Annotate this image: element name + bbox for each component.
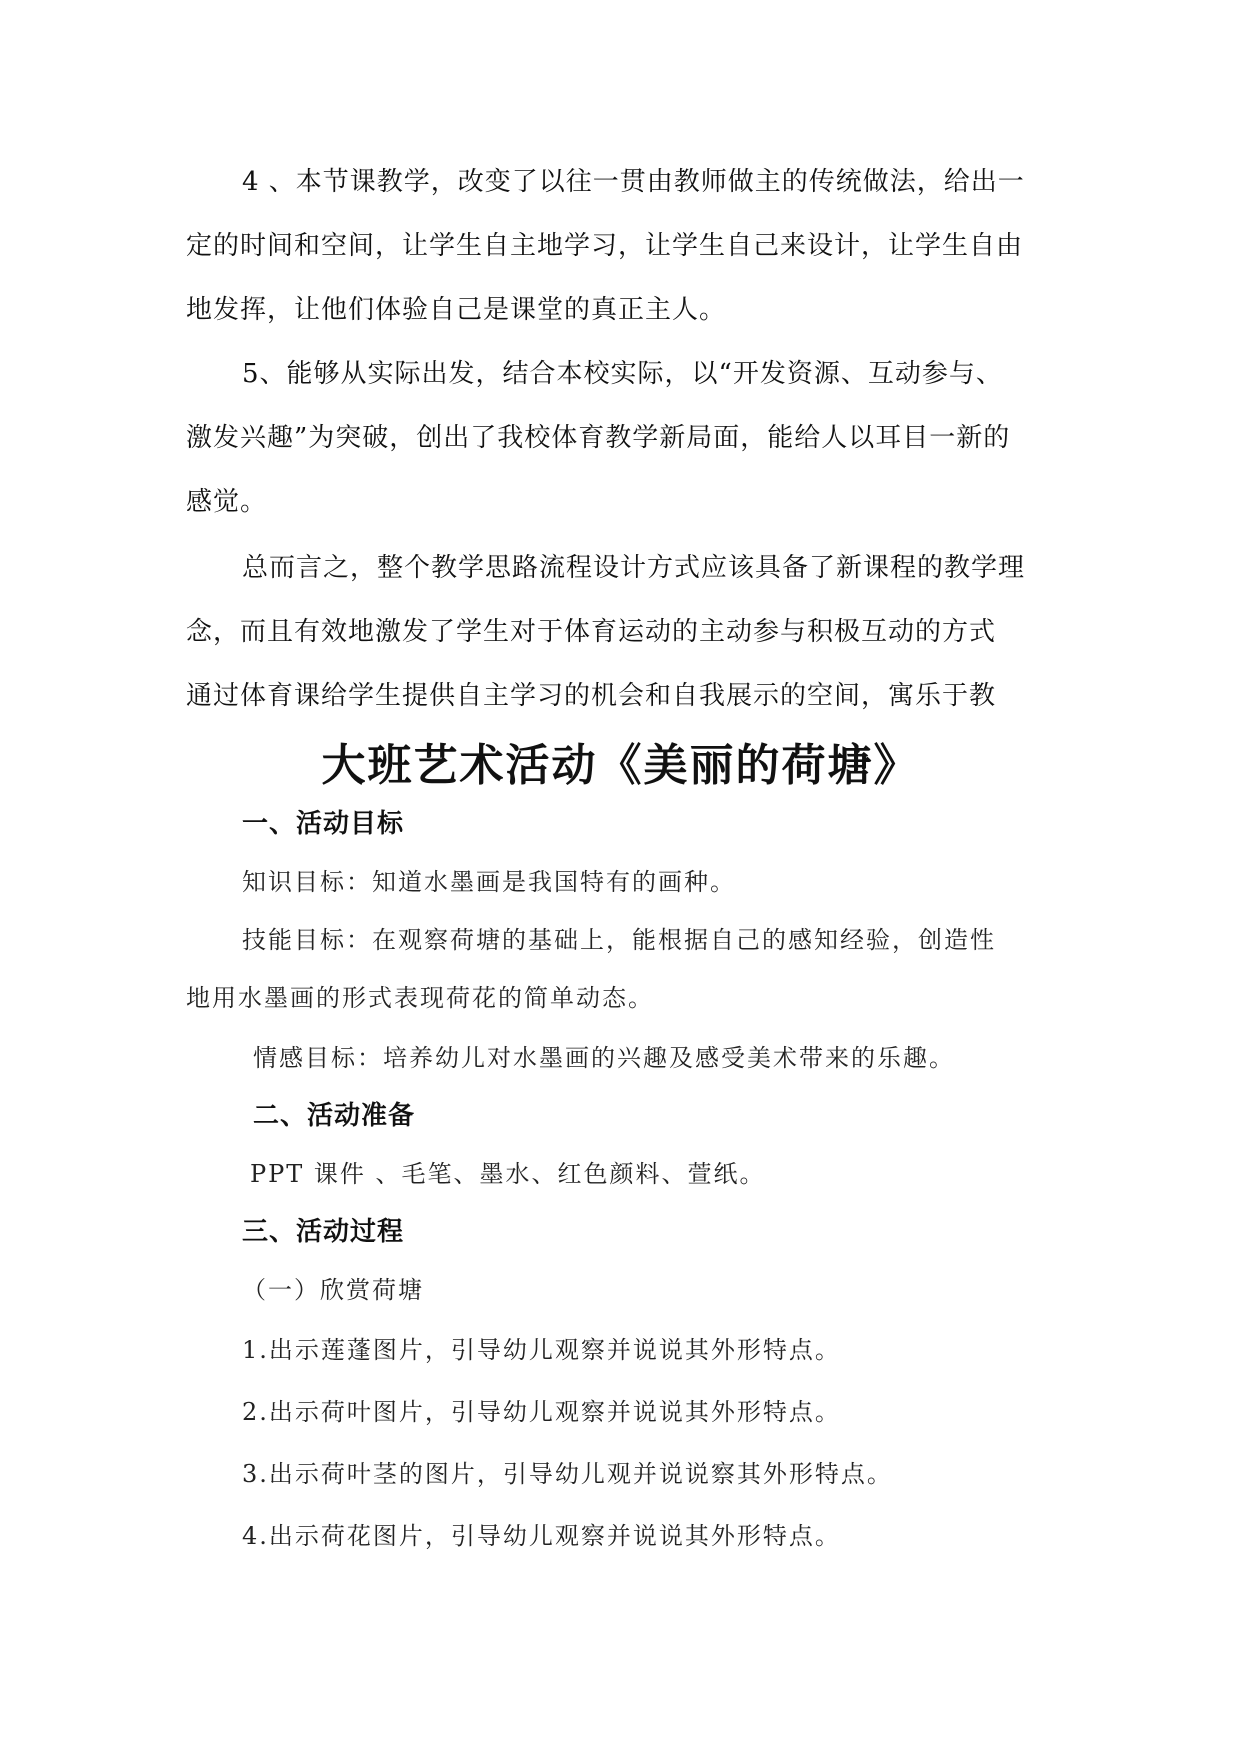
paragraph-line: 定的时间和空间，让学生自主地学习，让学生自己来设计，让学生自由 xyxy=(186,231,1024,261)
goal-emotion: 情感目标：培养幼儿对水墨画的兴趣及感受美术带来的乐趣。 xyxy=(253,1044,955,1072)
paragraph-line: 5、能够从实际出发，结合本校实际，以“开发资源、互动参与、 xyxy=(242,359,1003,389)
paragraph-line: 激发兴趣”为突破，创出了我校体育教学新局面，能给人以耳目一新的 xyxy=(186,423,1011,453)
process-subheading: （一）欣赏荷塘 xyxy=(242,1276,424,1304)
paragraph-line: 总而言之，整个教学思路流程设计方式应该具备了新课程的教学理 xyxy=(242,553,1026,583)
goal-knowledge: 知识目标：知道水墨画是我国特有的画种。 xyxy=(242,868,736,896)
goal-skill-line1: 技能目标：在观察荷塘的基础上，能根据自己的感知经验，创造性 xyxy=(242,926,996,954)
section-heading-preparation: 二、活动准备 xyxy=(253,1101,416,1131)
paragraph-line: 地发挥，让他们体验自己是课堂的真正主人。 xyxy=(186,295,727,325)
section-heading-goals: 一、活动目标 xyxy=(242,809,405,839)
paragraph-line: 念，而且有效地激发了学生对于体育运动的主动参与积极互动的方式 xyxy=(186,617,997,647)
paragraph-line: 感觉。 xyxy=(186,487,268,517)
preparation-materials: PPT 课件 、毛笔、墨水、红色颜料、萱纸。 xyxy=(250,1160,766,1188)
lesson-title: 大班艺术活动《美丽的荷塘》 xyxy=(321,740,920,791)
process-step: 4.出示荷花图片，引导幼儿观察并说说其外形特点。 xyxy=(242,1522,841,1550)
paragraph-line: 通过体育课给学生提供自主学习的机会和自我展示的空间，寓乐于教 xyxy=(186,681,997,711)
section-heading-process: 三、活动过程 xyxy=(242,1217,405,1247)
process-step: 1.出示莲蓬图片，引导幼儿观察并说说其外形特点。 xyxy=(242,1336,841,1364)
process-step: 3.出示荷叶茎的图片，引导幼儿观并说说察其外形特点。 xyxy=(242,1460,893,1488)
process-step: 2.出示荷叶图片，引导幼儿观察并说说其外形特点。 xyxy=(242,1398,841,1426)
goal-skill-line2: 地用水墨画的形式表现荷花的简单动态。 xyxy=(186,984,654,1012)
paragraph-line: 4 、本节课教学，改变了以往一贯由教师做主的传统做法，给出一 xyxy=(242,167,1025,197)
